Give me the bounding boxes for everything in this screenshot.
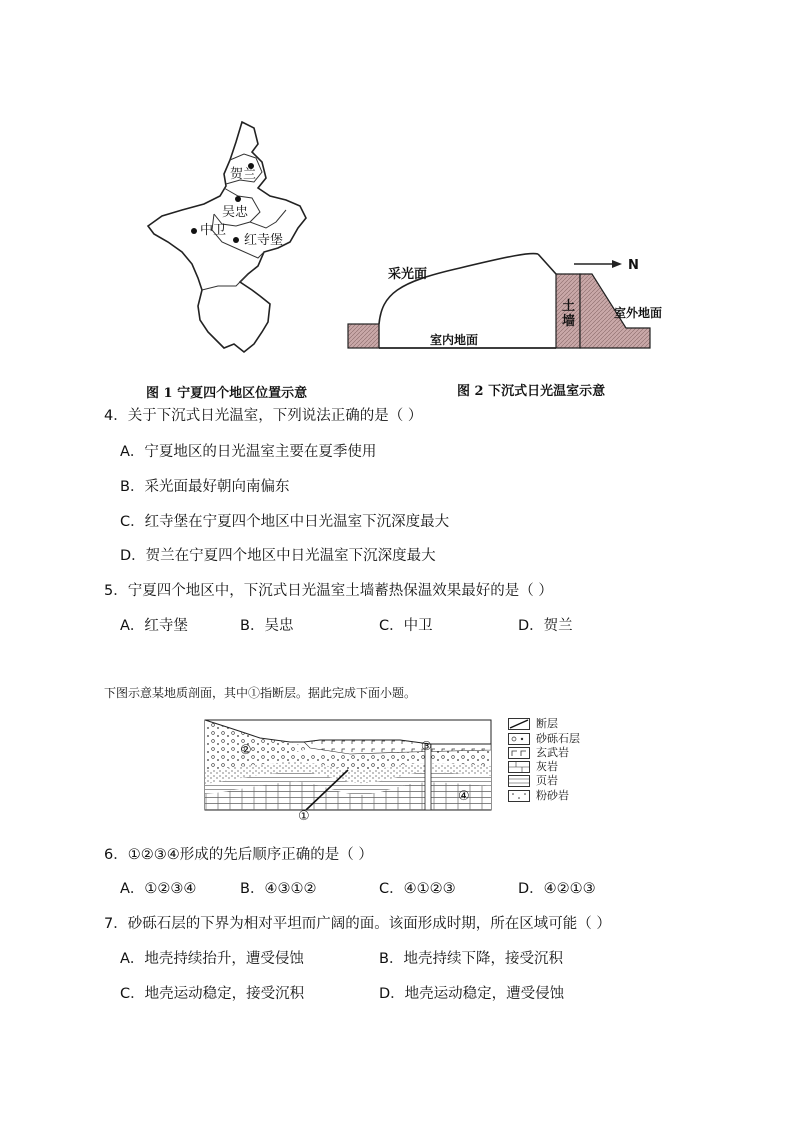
question-4-option-b[interactable]: B．采光面最好朝向南偏东 (120, 479, 290, 495)
marker-4: ④ (458, 789, 470, 804)
question-7-option-c[interactable]: C．地壳运动稳定，接受沉积 (120, 986, 305, 1002)
question-7-option-a[interactable]: A．地壳持续抬升，遭受侵蚀 (120, 951, 304, 967)
lighting-surface-curve (379, 254, 538, 324)
legend-gravel: 砂砾石层 (536, 732, 580, 745)
figure-1-caption: 图 1 宁夏四个地区位置示意 (146, 386, 308, 401)
legend-shale: 页岩 (536, 774, 558, 787)
north-arrow-head (612, 260, 622, 268)
helan-label: 贺兰 (230, 167, 257, 182)
question-6-option-c[interactable]: C．④①②③ (379, 881, 456, 897)
question-7-option-d[interactable]: D．地壳运动稳定，遭受侵蚀 (379, 986, 565, 1002)
ningxia-map (140, 118, 320, 358)
figure-2-caption: 图 2 下沉式日光温室示意 (457, 384, 606, 399)
question-7-stem: 7．砂砾石层的下界为相对平坦而广阔的面。该面形成时期，所在区域可能（ ） (104, 916, 611, 932)
legend-basalt: 玄武岩 (536, 746, 569, 759)
question-4-option-a[interactable]: A．宁夏地区的日光温室主要在夏季使用 (120, 444, 377, 460)
lighting-surface-slope (538, 254, 556, 274)
wuzhong-marker (235, 196, 241, 202)
legend-limestone-swatch (508, 761, 530, 773)
question-6-option-d[interactable]: D．④②①③ (518, 881, 596, 897)
question-6-option-a[interactable]: A．①②③④ (120, 881, 197, 897)
legend-fault-swatch (508, 718, 530, 730)
earth-wall-label-2: 墙 (562, 314, 576, 329)
question-5-option-a[interactable]: A．红寺堡 (120, 618, 188, 634)
legend-siltstone: 粉砂岩 (536, 789, 569, 802)
north-label: N (628, 258, 639, 273)
legend-basalt-swatch (508, 747, 530, 759)
lighting-surface-label: 采光面 (388, 267, 428, 282)
question-5-stem: 5．宁夏四个地区中，下沉式日光温室土墙蓄热保温效果最好的是（ ） (104, 583, 553, 599)
zhongwei-label: 中卫 (200, 223, 227, 238)
question-7-option-b[interactable]: B．地壳持续下降，接受沉积 (379, 951, 563, 967)
zhongwei-marker (191, 228, 197, 234)
geologic-section (200, 714, 500, 822)
question-4-option-c[interactable]: C．红寺堡在宁夏四个地区中日光温室下沉深度最大 (120, 514, 450, 530)
south-outdoor-ground (348, 324, 379, 348)
earth-wall-label-1: 土 (562, 299, 576, 314)
question-6-option-b[interactable]: B．④③①② (240, 881, 317, 897)
marker-1: ① (298, 809, 310, 822)
dike-3 (425, 744, 431, 810)
hongsibu-label: 红寺堡 (244, 233, 284, 248)
greenhouse-diagram (340, 224, 670, 356)
question-5-option-b[interactable]: B．吴忠 (240, 618, 294, 634)
question-4-stem: 4．关于下沉式日光温室，下列说法正确的是（ ） (104, 408, 423, 424)
legend-gravel-swatch (508, 733, 530, 745)
wuzhong-label: 吴忠 (222, 205, 249, 220)
geology-intro: 下图示意某地质剖面，其中①指断层。据此完成下面小题。 (104, 686, 417, 700)
legend-fault: 断层 (536, 717, 558, 730)
question-6-stem: 6．①②③④形成的先后顺序正确的是（ ） (104, 847, 373, 863)
hongsibu-marker (233, 237, 239, 243)
indoor-ground-label: 室内地面 (430, 333, 479, 347)
legend-shale-swatch (508, 775, 530, 787)
marker-2: ② (240, 743, 252, 758)
question-5-option-d[interactable]: D．贺兰 (518, 618, 573, 634)
question-4-option-d[interactable]: D．贺兰在宁夏四个地区中日光温室下沉深度最大 (120, 548, 436, 564)
legend-siltstone-swatch (508, 790, 530, 802)
marker-3: ③ (421, 739, 432, 753)
legend-limestone: 灰岩 (536, 760, 558, 773)
outdoor-ground-label: 室外地面 (614, 306, 663, 320)
question-5-option-c[interactable]: C．中卫 (379, 618, 433, 634)
